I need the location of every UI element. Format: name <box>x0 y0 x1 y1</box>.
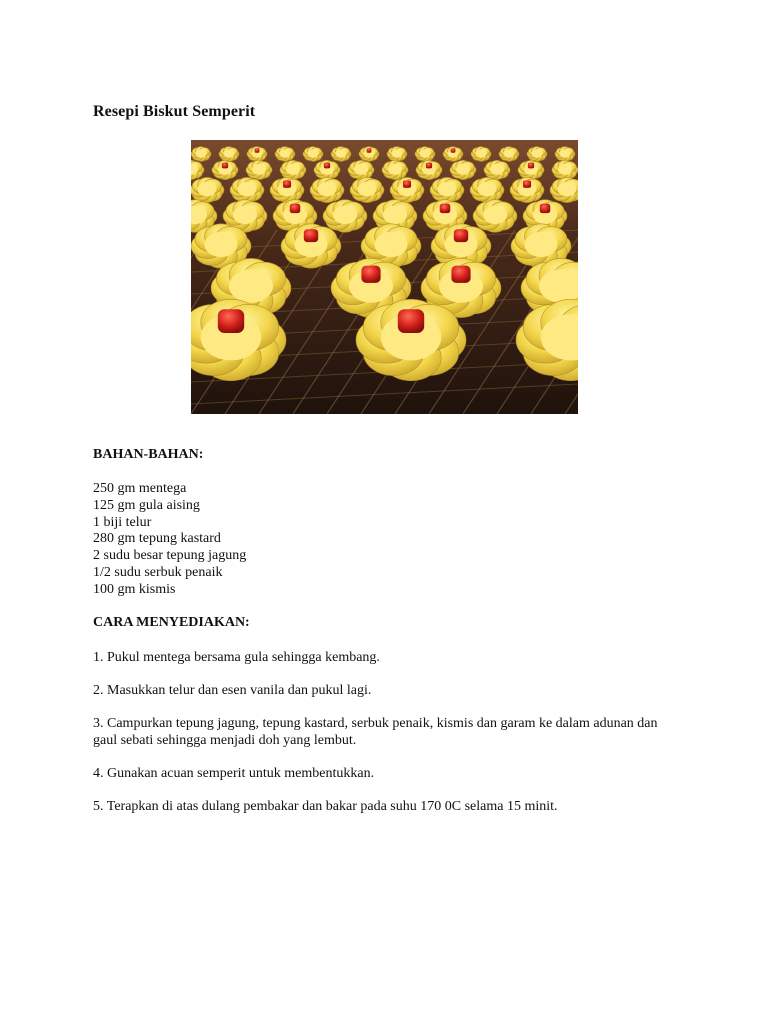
cherry-topping <box>454 229 468 242</box>
cookie <box>510 177 544 202</box>
cherry-topping <box>255 148 260 152</box>
cookie <box>281 224 341 268</box>
cherry-topping <box>222 163 228 169</box>
cookie <box>390 177 424 202</box>
cherry-topping <box>440 204 451 214</box>
ingredients-heading: BAHAN-BAHAN: <box>93 447 204 462</box>
cookie <box>219 147 239 162</box>
cherry-topping <box>398 309 424 333</box>
cherry-topping <box>523 180 531 187</box>
cherry-topping <box>290 204 301 214</box>
cherry-topping <box>528 163 534 169</box>
cookie <box>484 160 510 179</box>
cookie <box>555 147 575 162</box>
cookie <box>350 177 384 202</box>
document-title: Resepi Biskut Semperit <box>93 103 256 120</box>
ingredient-item: 280 gm tepung kastard <box>93 531 221 547</box>
cookie <box>470 177 504 202</box>
cookie <box>518 160 544 179</box>
cookie <box>303 147 323 162</box>
cherry-topping <box>403 180 411 187</box>
cookie-photo-icon <box>191 140 578 414</box>
cookie <box>473 200 517 233</box>
cookie <box>275 147 295 162</box>
cherry-topping <box>367 148 372 152</box>
cherry-topping <box>304 229 318 242</box>
cookie <box>387 147 407 162</box>
ingredient-item: 125 gm gula aising <box>93 497 200 513</box>
ingredient-item: 100 gm kismis <box>93 581 176 597</box>
cookie <box>356 299 466 380</box>
ingredient-item: 250 gm mentega <box>93 481 187 496</box>
cookie <box>230 177 264 202</box>
cherry-topping <box>324 163 330 169</box>
cookie-photo-illustration <box>191 140 578 414</box>
cookie <box>382 160 408 179</box>
ingredient-item: 1/2 sudu serbuk penaik <box>93 564 223 580</box>
cookie <box>499 147 519 162</box>
method-steps-list <box>93 649 673 831</box>
cookie <box>471 147 491 162</box>
cherry-topping <box>540 204 551 214</box>
cookie <box>191 177 224 202</box>
cookie <box>280 160 306 179</box>
cherry-topping <box>451 266 470 283</box>
cherry-topping <box>426 163 432 169</box>
cherry-topping <box>218 309 244 333</box>
cherry-topping <box>283 180 291 187</box>
cookie <box>430 177 464 202</box>
cookie <box>527 147 547 162</box>
ingredients-list <box>93 481 246 599</box>
cookie <box>247 147 267 162</box>
cookie <box>246 160 272 179</box>
method-step: 1. Pukul mentega bersama gula sehingga kembang. <box>93 650 380 665</box>
cherry-topping <box>361 266 380 283</box>
cookie <box>359 147 379 162</box>
cherry-topping <box>451 148 456 152</box>
cookie <box>415 147 435 162</box>
cookie <box>331 147 351 162</box>
cookie <box>323 200 367 233</box>
method-step: 2. Masukkan telur dan esen vanila dan pukul lagi. <box>93 683 372 698</box>
method-heading: CARA MENYEDIAKAN: <box>93 615 250 630</box>
ingredient-item: 1 biji telur <box>93 514 152 530</box>
cookie <box>212 160 238 179</box>
cookie <box>314 160 340 179</box>
method-step: 5. Terapkan di atas dulang pembakar dan bakar pada suhu 170 0C selama 15 minit. <box>93 799 558 814</box>
cookie <box>450 160 476 179</box>
cookie <box>310 177 344 202</box>
cookie <box>270 177 304 202</box>
cookie <box>416 160 442 179</box>
method-step: 3. Campurkan tepung jagung, tepung kastard, serbuk penaik, kismis dan garam ke dalam adunan dan gaul sebati sehingga menjadi doh yang lembut. <box>93 716 658 748</box>
method-step: 4. Gunakan acuan semperit untuk membentukkan. <box>93 766 375 781</box>
cookie <box>191 147 211 162</box>
cookie <box>348 160 374 179</box>
cookie <box>552 160 578 179</box>
cookie <box>443 147 463 162</box>
ingredient-item: 2 sudu besar tepung jagung <box>93 548 247 564</box>
